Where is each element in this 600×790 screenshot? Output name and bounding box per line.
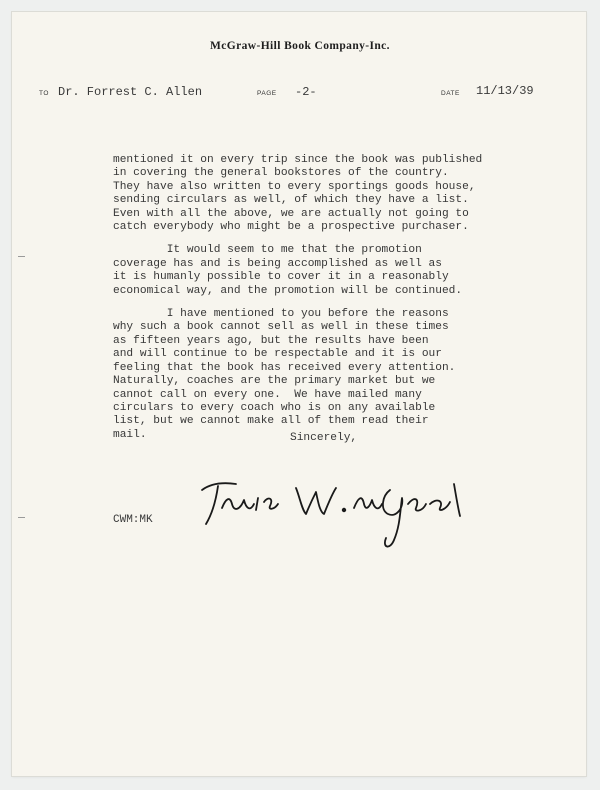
- text-line: catch everybody who might be a prospective purchaser.: [113, 221, 469, 234]
- text-line: mentioned it on every trip since the book was published: [113, 154, 483, 166]
- text-line: They have also written to every sportings goods house,: [113, 180, 476, 193]
- text-line: and will continue to be respectable and it is our: [113, 348, 442, 361]
- text-line: economical way, and the promotion will be continued.: [113, 284, 463, 297]
- text-line: as fifteen years ago, but the results have been: [113, 334, 429, 347]
- to-label: TO: [39, 90, 49, 97]
- letter-body: [113, 154, 553, 452]
- page-label: PAGE: [257, 90, 277, 97]
- margin-tick-mark: [18, 256, 25, 257]
- letterhead-company-name: McGraw-Hill Book Company-Inc.: [210, 40, 390, 52]
- typist-initials: CWM:MK: [113, 514, 153, 526]
- text-line: Even with all the above, we are actually not going to: [113, 207, 469, 220]
- page-number: -2-: [295, 85, 317, 99]
- text-line: list, but we cannot make all of them read their: [113, 415, 429, 428]
- date-label: DATE: [441, 90, 460, 97]
- recipient-name: Dr. Forrest C. Allen: [58, 85, 203, 99]
- paragraph: [113, 154, 553, 234]
- letter-date: 11/13/39: [476, 84, 534, 98]
- text-line: coverage has and is being accomplished as well as: [113, 257, 442, 270]
- closing-salutation: Sincerely,: [290, 432, 358, 444]
- text-line: It would seem to me that the promotion: [113, 244, 422, 257]
- text-line: why such a book cannot sell as well in these times: [113, 321, 449, 334]
- text-line: mail.: [113, 428, 147, 441]
- text-line: sending circulars as well, of which they have a list.: [113, 194, 469, 207]
- text-line: circulars to every coach who is on any available: [113, 401, 436, 414]
- paragraph: [113, 244, 553, 298]
- text-line: feeling that the book has received every attention.: [113, 361, 456, 374]
- paragraph: [113, 308, 553, 442]
- text-line: I have mentioned to you before the reasons: [113, 308, 449, 321]
- handwritten-signature: [196, 468, 466, 558]
- text-line: in covering the general bookstores of the country.: [113, 167, 449, 180]
- text-line: cannot call on every one. We have mailed many: [113, 388, 422, 401]
- text-line: Naturally, coaches are the primary market but we: [113, 375, 436, 388]
- margin-tick-mark: [18, 517, 25, 518]
- text-line: it is humanly possible to cover it in a reasonably: [113, 271, 449, 284]
